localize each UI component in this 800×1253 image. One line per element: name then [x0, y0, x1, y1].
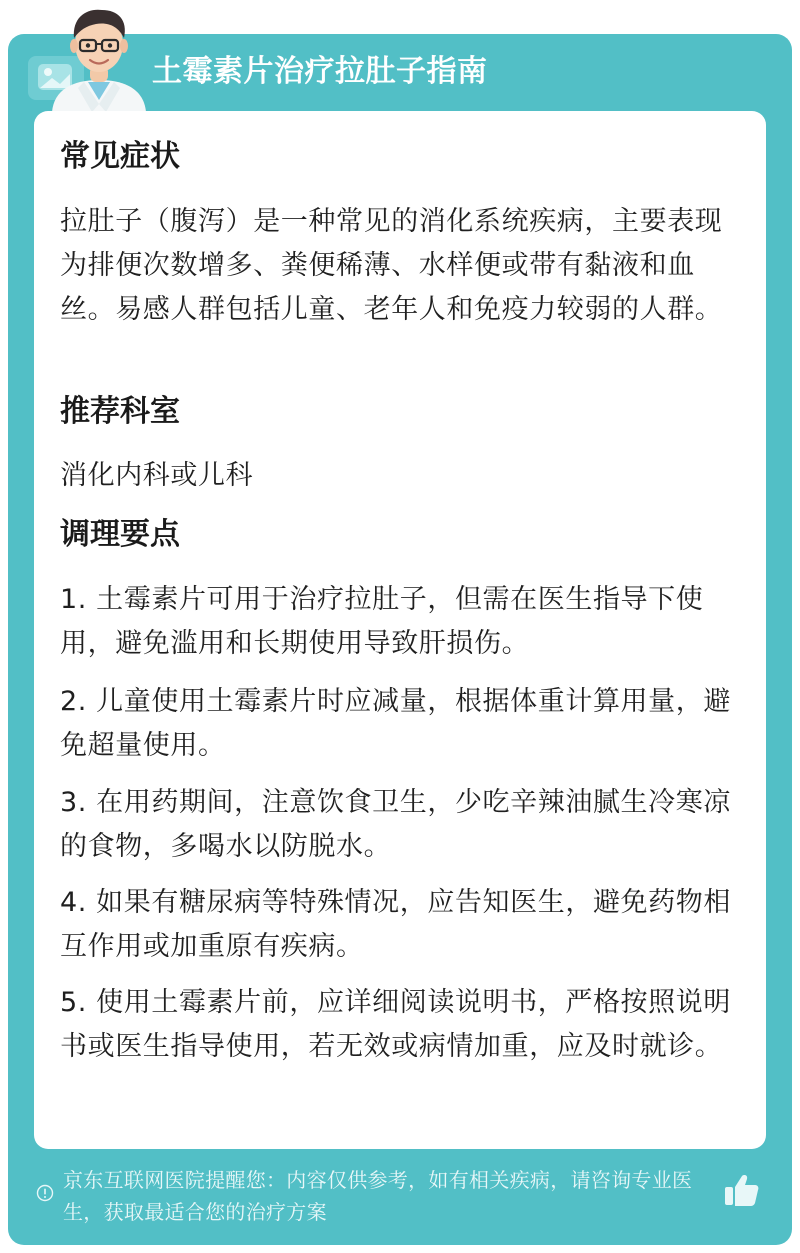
footer-notice: [36, 1164, 766, 1228]
section-title-symptoms: 常见症状: [60, 139, 180, 174]
section-paragraph-symptoms: 拉肚子（腹泻）是一种常见的消化系统疾病，主要表现为排便次数增多、粪便稀薄、水样便或带有黏液和血丝。易感人群包括儿童、老年人和免疫力较弱的人群。: [60, 206, 723, 325]
section-title-department: 推荐科室: [60, 394, 180, 429]
care-tip-item: 5. 使用土霉素片前，应详细阅读说明书，严格按照说明书或医生指导使用，若无效或病情加重，应及时就诊。: [60, 987, 731, 1062]
care-tip-item: 2. 儿童使用土霉素片时应减量，根据体重计算用量，避免超量使用。: [60, 686, 731, 761]
info-icon: [36, 1184, 54, 1202]
doctor-avatar: [44, 4, 154, 112]
care-tip-item: 3. 在用药期间，注意饮食卫生，少吃辛辣油腻生冷寒凉的食物，多喝水以防脱水。: [60, 787, 731, 862]
care-tip-item: 1. 土霉素片可用于治疗拉肚子，但需在医生指导下使用，避免滥用和长期使用导致肝损伤。: [60, 584, 704, 659]
page-title: 土霉素片治疗拉肚子指南: [152, 54, 488, 89]
care-tip-item: 4. 如果有糖尿病等特殊情况，应告知医生，避免药物相互作用或加重原有疾病。: [60, 887, 731, 962]
thumbs-up-icon[interactable]: [722, 1172, 760, 1208]
section-title-care-tips: 调理要点: [60, 517, 180, 552]
footer-notice-text: 京东互联网医院提醒您：内容仅供参考，如有相关疾病，请咨询专业医生，获取最适合您的治疗方案: [63, 1168, 693, 1224]
section-paragraph-department: 消化内科或儿科: [60, 460, 254, 491]
